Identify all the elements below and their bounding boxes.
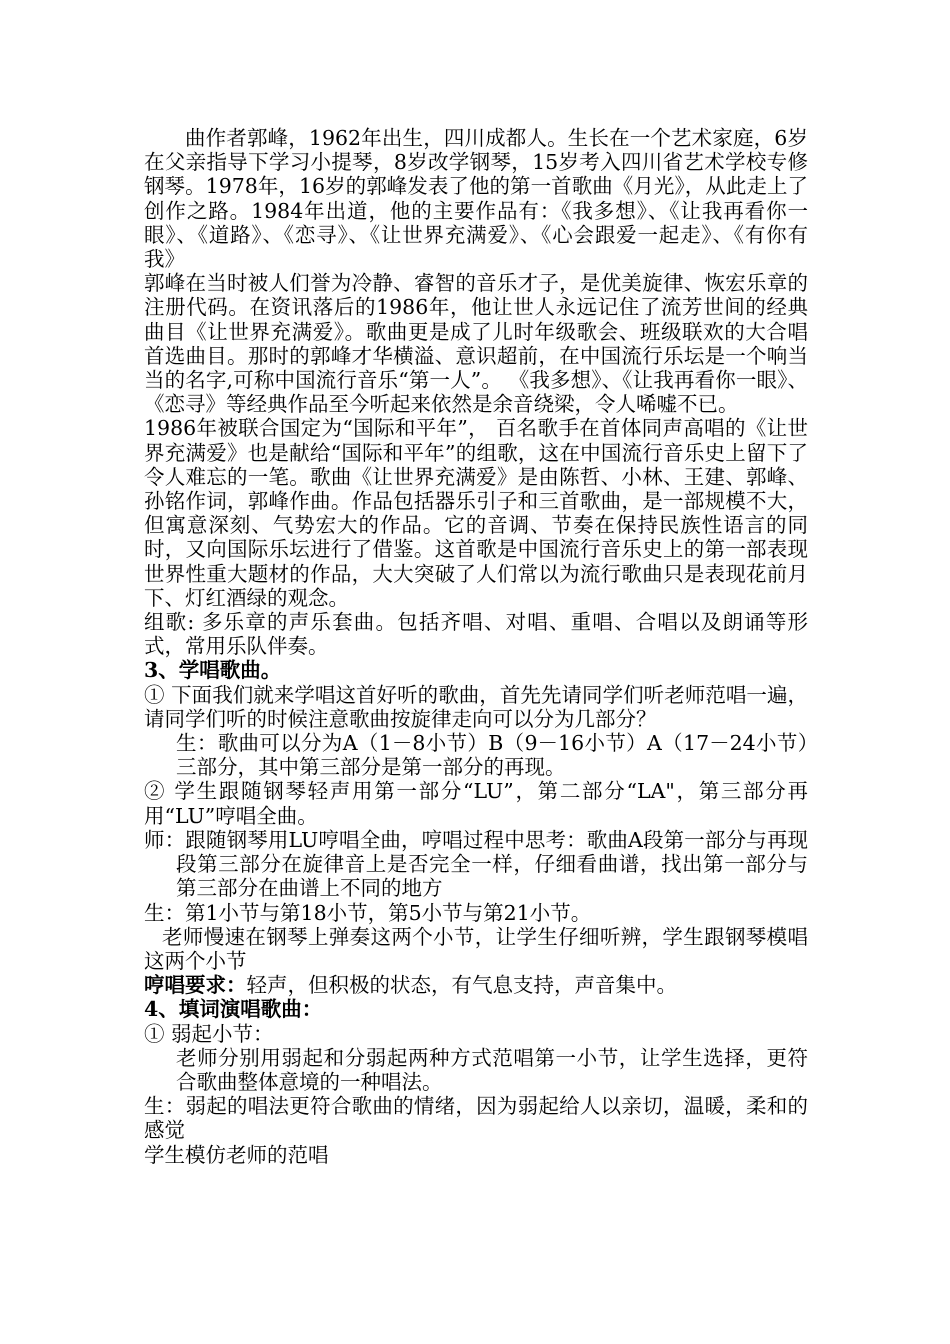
guofeng-paragraph: 郭峰在当时被人们誉为冷静、睿智的音乐才子，是优美旋律、恢宏乐章的注册代码。在资讯落后的1986年，他让世人永远记住了流芳世间的经典曲目《让世界充满爱》。歌曲更是成了儿时年级歌会、班级联欢的大合唱首选曲目。那时的郭峰才华横溢、意识超前，在中国流行乐坛是一个响当当的名字,可称中国流行音乐“第一人”。 《我多想》、《让我再看你一眼》、《恋寻》等经典作品至今听起来依然是余音绕梁，令人唏嘘不已。 bbox=[144, 271, 808, 417]
suite-definition: 组歌: 多乐章的声乐套曲。包括齐唱、对唱、重唱、合唱以及朗诵等形式，常用乐队伴奏。 bbox=[144, 610, 808, 659]
hum-requirement-text: 轻声，但积极的状态，有气息支持，声音集中。 bbox=[246, 973, 677, 998]
section-3-heading: 3、学唱歌曲。 bbox=[144, 658, 282, 683]
section-4-heading: 4、填词演唱歌曲： bbox=[144, 997, 323, 1022]
intro-paragraph: 曲作者郭峰，1962年出生，四川成都人。生长在一个艺术家庭，6岁在父亲指导下学习小提琴，8岁改学钢琴，15岁考入四川省艺术学校专修钢琴。1978年，16岁的郭峰发表了他的第一首歌曲《月光》，从此走上了创作之路。1984年出道，他的主要作品有：《我多想》、《让我再看你一眼》、《道路》、《恋寻》、《让世界充满爱》、《心会跟爱一起走》、《有你有我》 bbox=[144, 126, 808, 272]
step-3-2: ② 学生跟随钢琴轻声用第一部分“LU”，第二部分“LA"，第三部分再用“LU”哼唱全曲。 bbox=[144, 779, 808, 828]
teacher-hum-instruction: 师：跟随钢琴用LU哼唱全曲，哼唱过程中思考：歌曲A段第一部分与再现段第三部分在旋律音上是否完全一样，仔细看曲谱，找出第一部分与第三部分在曲谱上不同的地方 bbox=[144, 827, 808, 901]
step-4-1: ① 弱起小节： bbox=[144, 1021, 274, 1046]
teacher-play: 老师慢速在钢琴上弹奏这两个小节，让学生仔细听辨，学生跟钢琴模唱这两个小节 bbox=[144, 924, 808, 973]
step-3-1: ① 下面我们就来学唱这首好听的歌曲，首先先请同学们听老师范唱一遍，请同学们听的时候注意歌曲按旋律走向可以分为几部分？ bbox=[144, 682, 808, 731]
document-page bbox=[144, 126, 808, 1167]
step-3-1-answer: 生：歌曲可以分为A（1－8小节）B（9－16小节）A（17－24小节）三部分，其中第三部分是第一部分的再现。 bbox=[176, 731, 808, 780]
step-4-answer: 生：弱起的唱法更符合歌曲的情绪，因为弱起给人以亲切，温暖，柔和的感觉 bbox=[144, 1094, 808, 1143]
step-4-imitate: 学生模仿老师的范唱 bbox=[144, 1142, 329, 1167]
peace-year-paragraph: 1986年被联合国定为“国际和平年”， 百名歌手在首体同声高唱的《让世界充满爱》也是献给“国际和平年”的组歌，这在中国流行音乐史上留下了令人难忘的一笔。歌曲《让世界充满爱》是由陈哲、小林、王建、郭峰、孙铭作词，郭峰作曲。作品包括器乐引子和三首歌曲，是一部规模不大，但寓意深刻、气势宏大的作品。它的音调、节奏在保持民族性语言的同时，又向国际乐坛进行了借鉴。这首歌是中国流行音乐史上的第一部表现世界性重大题材的作品，大大突破了人们常以为流行歌曲只是表现花前月下、灯红酒绿的观念。 bbox=[144, 416, 808, 610]
student-answer: 生：第1小节与第18小节，第5小节与第21小节。 bbox=[144, 900, 592, 925]
hum-requirement-label: 哼唱要求： bbox=[144, 973, 247, 998]
step-4-1-text: 老师分别用弱起和分弱起两种方式范唱第一小节，让学生选择，更符合歌曲整体意境的一种唱法。 bbox=[176, 1045, 808, 1094]
hum-requirement bbox=[144, 973, 808, 997]
